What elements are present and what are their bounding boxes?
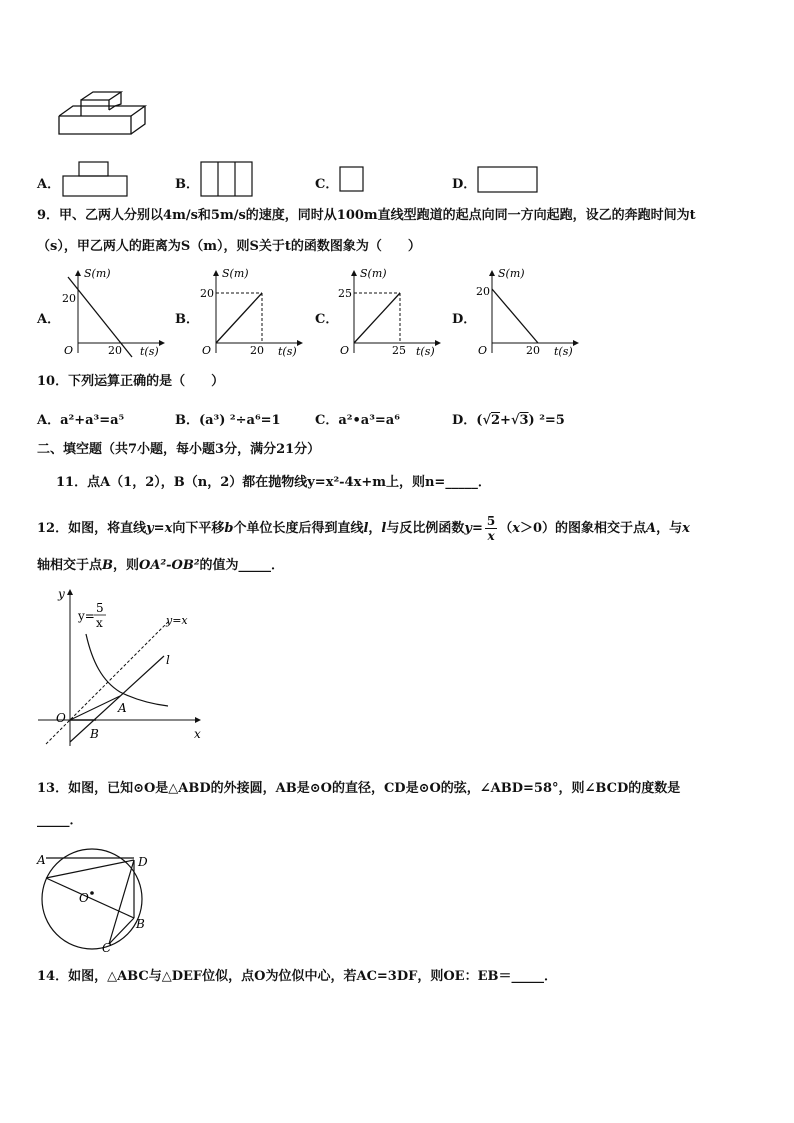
q12-fig-yfrac-num: 5 [96, 601, 104, 615]
q9-graph-d-line [492, 289, 538, 343]
q9-graph-b-xlabel: t(s) [278, 345, 297, 358]
q8-option-a-label[interactable]: A． [37, 177, 61, 192]
section-2-heading: 二、填空题（共7小题，每小题3分，满分21分） [37, 442, 321, 457]
q9-graph-c-origin: O [340, 344, 350, 357]
q9-graph-a-origin: O [64, 344, 74, 357]
q9-graph-c-ylabel: S(m) [360, 267, 387, 280]
q9-graph-b-line [216, 293, 262, 343]
q12-text: ＞0）的图象相交于点 [520, 521, 647, 536]
q10-d-suffix: ) ²=5 [528, 413, 565, 428]
q9-graph-d-origin: O [478, 344, 488, 357]
q12-var: b [224, 521, 234, 536]
q12-fig-l: l [166, 653, 170, 667]
q12-var: y [146, 521, 154, 536]
q10-option-d[interactable] [452, 409, 565, 428]
sqrt-icon: √ [510, 413, 520, 428]
q12-figure [36, 586, 206, 748]
q8-option-a-figure [62, 161, 128, 197]
q9-graph-c-ytick: 25 [338, 287, 352, 300]
q12-stem-line1 [37, 514, 690, 543]
q10-d-plus: + [500, 413, 511, 428]
q9-graph-c-xlabel: t(s) [416, 345, 435, 358]
sqrt-icon: √ [482, 413, 491, 428]
q8-option-d-label[interactable]: D． [452, 177, 477, 192]
q13-stem-line1: 13．如图，已知⊙O是△ABD的外接圆，AB是⊙O的直径，CD是⊙O的弦，∠ABD=58°，则∠BCD的度数是 [37, 781, 681, 796]
q12-expr: OA²-OB² [139, 558, 200, 573]
q13-figure [34, 846, 154, 954]
q10-d-radicand1: 2 [490, 413, 501, 428]
q12-frac-num: 5 [486, 514, 496, 528]
q13-fig-o: O [79, 891, 89, 905]
q9-graph-b-origin: O [202, 344, 212, 357]
q9-graph-a-ylabel: S(m) [84, 267, 111, 280]
q14-stem: 14．如图，△ABC与△DEF位似，点O为位似中心，若AC=3DF，则OE：EB＝_____． [37, 969, 557, 984]
q10-option-a[interactable]: A．a²+a³=a⁵ [37, 413, 125, 428]
q10-stem: 10．下列运算正确的是（ ） [37, 374, 225, 389]
q9-graph-b-ytick: 20 [200, 287, 214, 300]
q8-option-b-figure [200, 161, 254, 197]
q9-graph-c-line [354, 293, 400, 343]
q9-stem-line2: （s），甲乙两人的距离为S（m），则S关于t的函数图象为（ ） [37, 239, 421, 254]
q12-var: A [646, 521, 657, 536]
q9-graph-a [60, 265, 170, 360]
q9-graph-a-xtick: 20 [108, 344, 122, 357]
q12-var: l [381, 521, 387, 536]
q9-option-c-label[interactable]: C． [315, 312, 339, 327]
q12-fig-b: B [90, 727, 99, 741]
q12-fig-yfrac-den: x [96, 616, 103, 630]
q9-graph-d-xtick: 20 [526, 344, 540, 357]
q12-var: y [464, 521, 472, 536]
q12-text: 向下平移 [172, 521, 225, 536]
q12-text: = [471, 521, 483, 536]
q9-graph-a-xlabel: t(s) [140, 345, 159, 358]
q13-fig-a: A [37, 853, 46, 867]
q12-var: B [102, 558, 114, 573]
q12-var: l [363, 521, 369, 536]
q12-text: 12．如图，将直线 [37, 521, 147, 536]
q12-text: ，与 [656, 521, 683, 536]
q12-line-yx [46, 622, 168, 744]
q9-option-b-label[interactable]: B． [175, 312, 199, 327]
q9-graph-b-xtick: 20 [250, 344, 264, 357]
q12-frac-den: x [487, 529, 495, 543]
q12-fraction [485, 514, 497, 543]
q12-var: x [682, 521, 690, 536]
q12-var: x [164, 521, 173, 536]
q9-graph-d-ylabel: S(m) [498, 267, 525, 280]
q9-stem-line1: 9．甲、乙两人分别以4m/s和5m/s的速度，同时从100m直线型跑道的起点向同一方向起跑，设乙的奔跑时间为t [37, 208, 696, 223]
q12-text: 的值为_____． [199, 558, 285, 573]
q8-option-c-figure [339, 166, 365, 193]
q10-option-b[interactable]: B．(a³) ²÷a⁶=1 [175, 413, 281, 428]
q8-option-c-label[interactable]: C． [315, 177, 339, 192]
q9-graph-a-ytick: 20 [62, 292, 76, 305]
q10-d-radicand2: 3 [519, 413, 529, 428]
q12-fig-x: x [194, 727, 201, 741]
q12-fig-o: O [56, 711, 66, 725]
q12-var: x [512, 521, 520, 536]
q9-graph-b [198, 265, 308, 360]
q9-option-a-label[interactable]: A． [37, 312, 61, 327]
q12-line-l [70, 656, 164, 742]
q10-d-prefix: D．( [452, 413, 483, 428]
q12-text: 轴相交于点 [37, 558, 103, 573]
q12-text: 与反比例函数 [386, 521, 465, 536]
q13-center-dot [90, 891, 94, 895]
q12-text: （ [499, 521, 513, 536]
q9-graph-c [336, 265, 446, 360]
q9-graph-d [474, 265, 584, 360]
q12-text: = [153, 521, 165, 536]
q12-fig-a: A [118, 701, 127, 715]
q12-text: 个单位长度后得到直线 [233, 521, 364, 536]
q13-fig-c: C [102, 941, 112, 954]
q9-graph-b-ylabel: S(m) [222, 267, 249, 280]
q13-fig-b: B [136, 917, 145, 931]
q12-fig-yx: y=x [166, 614, 188, 627]
q13-stem-line2: _____． [37, 813, 83, 828]
q9-graph-c-xtick: 25 [392, 344, 406, 357]
q8-option-b-label[interactable]: B． [175, 177, 199, 192]
q12-fig-yfrac-prefix: y= [78, 609, 95, 623]
q10-option-c[interactable]: C．a²•a³=a⁶ [315, 413, 400, 428]
q12-text: ，则 [113, 558, 140, 573]
q8-option-d-figure [477, 166, 539, 194]
q9-graph-d-ytick: 20 [476, 285, 490, 298]
q12-fig-y: y [58, 587, 65, 601]
q12-text: ， [368, 521, 382, 536]
q12-stem-line2 [37, 557, 284, 575]
q9-graph-d-xlabel: t(s) [554, 345, 573, 358]
q13-fig-d: D [138, 855, 148, 869]
q9-option-d-label[interactable]: D． [452, 312, 477, 327]
solid-3d-figure [55, 90, 155, 138]
q11-stem: 11．点A（1，2），B（n，2）都在抛物线y=x²-4x+m上，则n=_____． [56, 475, 491, 490]
q12-hyperbola [86, 634, 168, 706]
